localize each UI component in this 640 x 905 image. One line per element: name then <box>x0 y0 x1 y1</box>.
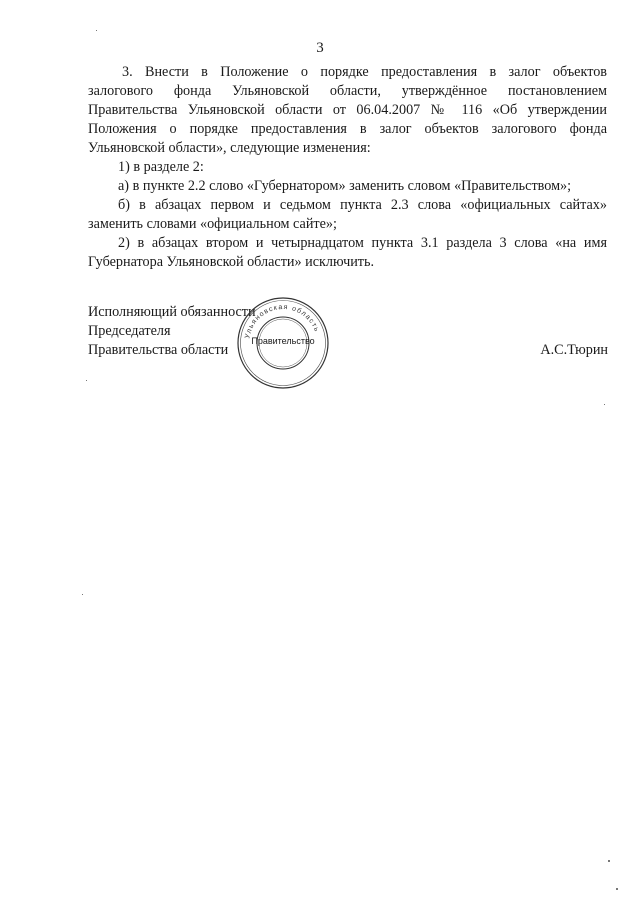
list-item: Губернатора Ульяновской области» исключить. <box>88 254 375 270</box>
seal-ring-text: Ульяновская область <box>244 303 321 340</box>
paragraph-line: залогового фонда Ульяновской области, утверждённое постановлением <box>88 83 607 99</box>
signature-block <box>88 303 608 360</box>
signatory-title-line: Правительства области <box>88 342 229 358</box>
scan-speck <box>608 860 610 862</box>
paragraph-line: Положения о порядке предоставления в залог объектов залогового фонда <box>88 121 607 137</box>
list-item: а) в пункте 2.2 слово «Губернатором» заменить словом «Правительством»; <box>118 178 572 194</box>
list-item: 2) в абзацах втором и четырнадцатом пункта 3.1 раздела 3 слова «на имя <box>118 235 607 251</box>
document-body <box>88 63 607 272</box>
paragraph-line: Правительства Ульяновской области от 06.04.2007 № 116 «Об утверждении <box>88 102 607 118</box>
scan-speck <box>82 594 83 595</box>
signatory-title-line: Председателя <box>88 323 171 339</box>
scan-speck <box>96 30 97 31</box>
signatory-name: А.С.Тюрин <box>540 342 608 358</box>
signatory-title-line: Исполняющий обязанности <box>88 304 256 320</box>
official-seal <box>236 296 330 390</box>
paragraph-line: 3. Внести в Положение о порядке предоставления в залог объектов <box>122 64 607 80</box>
page-number: 3 <box>316 40 324 56</box>
paragraph-line: Ульяновской области», следующие изменения: <box>88 140 371 156</box>
scan-speck <box>604 404 605 405</box>
seal-center-text: Правительство <box>251 336 315 346</box>
list-item: 1) в разделе 2: <box>118 159 204 175</box>
list-item: заменить словами «официальном сайте»; <box>88 216 337 232</box>
list-item: б) в абзацах первом и седьмом пункта 2.3 слова «официальных сайтах» <box>118 197 607 213</box>
scan-speck <box>86 380 87 381</box>
scan-speck <box>616 888 618 890</box>
